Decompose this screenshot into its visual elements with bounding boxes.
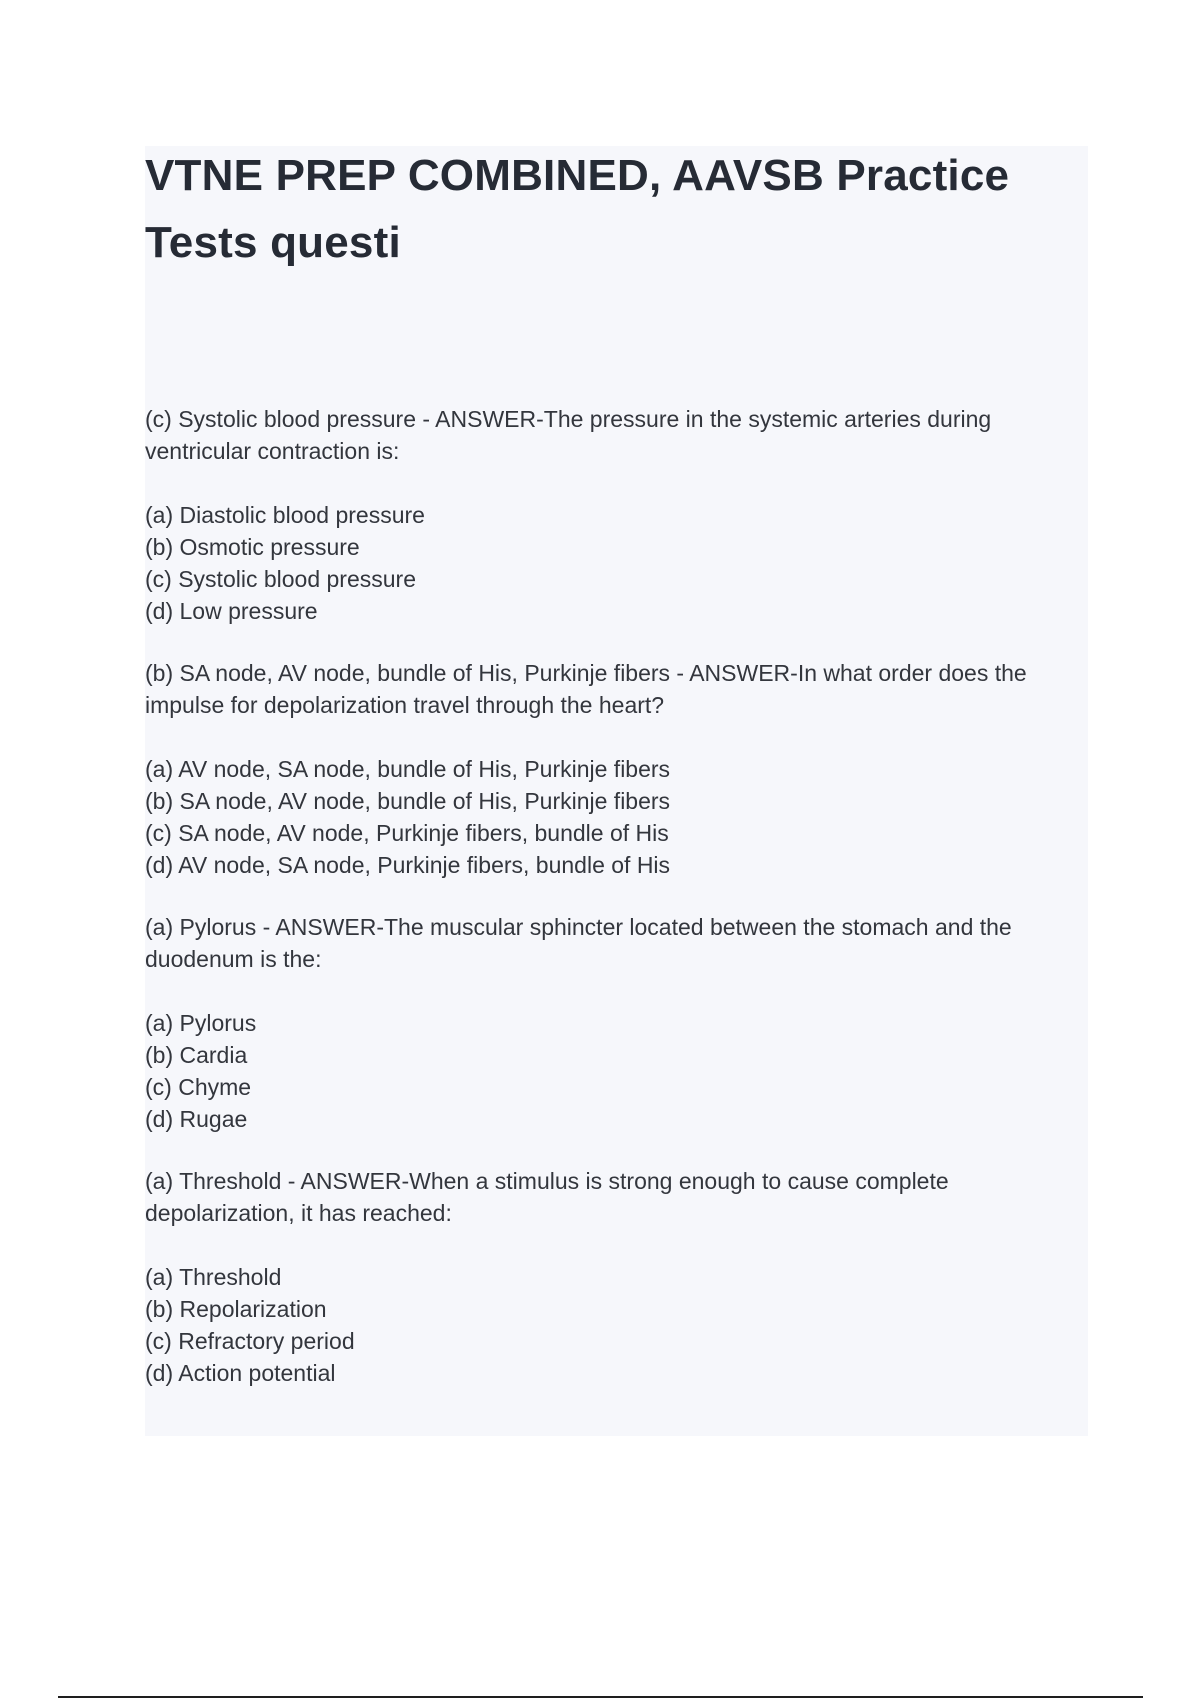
- document-title: VTNE PREP COMBINED, AAVSB Practice Tests questi: [145, 151, 1010, 267]
- answer-option: (d) Low pressure: [145, 598, 318, 624]
- answer-option: (c) Systolic blood pressure: [145, 566, 416, 592]
- answer-option: (a) Threshold: [145, 1264, 282, 1290]
- question-prompt: (b) SA node, AV node, bundle of His, Purkinje fibers - ANSWER-In what order does the impulse for depolarization travel through the heart?: [145, 660, 1027, 718]
- question-prompt: (a) Pylorus - ANSWER-The muscular sphincter located between the stomach and the duodenum is the:: [145, 914, 1012, 972]
- answer-option: (d) Rugae: [145, 1106, 248, 1132]
- answer-option: (a) AV node, SA node, bundle of His, Purkinje fibers: [145, 756, 671, 782]
- answer-option: (a) Diastolic blood pressure: [145, 502, 425, 528]
- answer-option: (c) Chyme: [145, 1074, 252, 1100]
- question-prompt: (c) Systolic blood pressure - ANSWER-The pressure in the systemic arteries during ventricular contraction is:: [145, 406, 992, 464]
- answer-option: (b) SA node, AV node, bundle of His, Purkinje fibers: [145, 788, 671, 814]
- answer-option: (b) Repolarization: [145, 1296, 327, 1322]
- answer-options: [145, 499, 1085, 627]
- question-block: [145, 911, 1085, 1135]
- answer-options: [145, 1007, 1085, 1135]
- answer-option: (a) Pylorus: [145, 1010, 257, 1036]
- question-prompt: (a) Threshold - ANSWER-When a stimulus is strong enough to cause complete depolarization, it has reached:: [145, 1168, 949, 1226]
- question-block: [145, 403, 1085, 627]
- answer-option: (b) Osmotic pressure: [145, 534, 360, 560]
- answer-option: (d) AV node, SA node, Purkinje fibers, bundle of His: [145, 852, 671, 878]
- answer-options: [145, 1261, 1085, 1389]
- footer-rule: [58, 1696, 1143, 1698]
- answer-option: (b) Cardia: [145, 1042, 248, 1068]
- answer-options: [145, 753, 1085, 881]
- question-block: [145, 1165, 1085, 1389]
- question-block: [145, 657, 1085, 881]
- answer-option: (c) SA node, AV node, Purkinje fibers, bundle of His: [145, 820, 669, 846]
- answer-option: (d) Action potential: [145, 1360, 336, 1386]
- answer-option: (c) Refractory period: [145, 1328, 355, 1354]
- question-list: [145, 403, 1085, 1419]
